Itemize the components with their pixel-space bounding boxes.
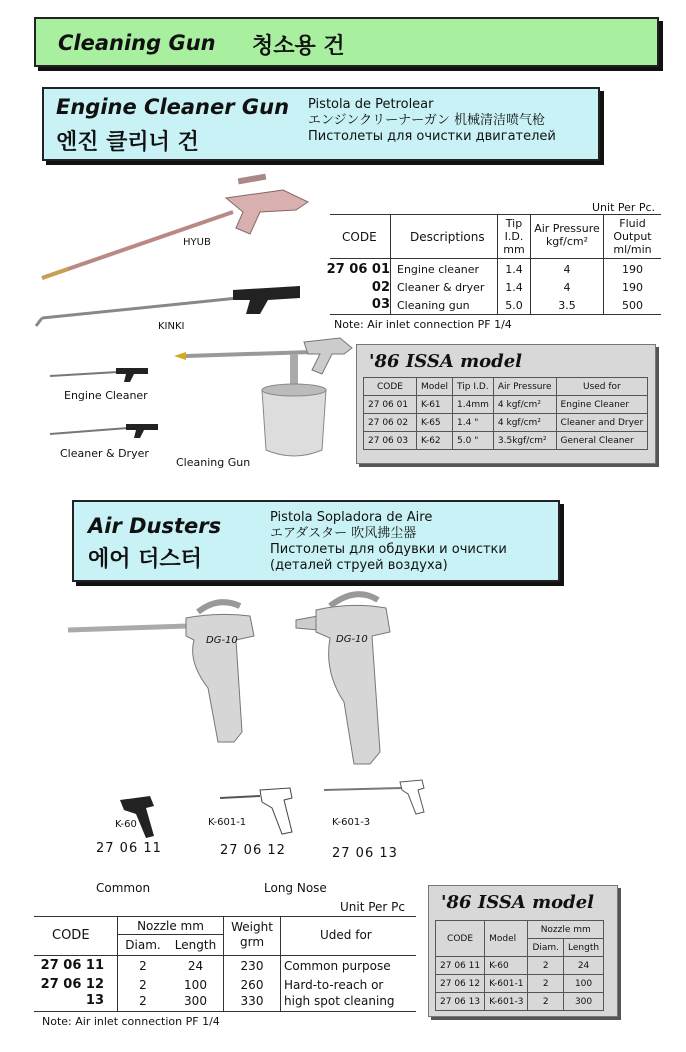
table-row <box>364 396 648 414</box>
table-row <box>436 993 604 1011</box>
table-header: CODE <box>364 378 417 396</box>
air-banner-en: Air Dusters <box>88 514 222 538</box>
engine-unit-label: Unit Per Pc. <box>592 201 656 214</box>
k60-gun-image <box>120 796 154 838</box>
engine-cleaner-label: Engine Cleaner <box>64 389 148 402</box>
th-line: Air Pressure <box>534 222 600 235</box>
duster-code-label: 27 06 13 <box>332 846 398 861</box>
engine-table-vline <box>390 214 391 314</box>
duster-row-code: 27 06 12 <box>40 977 104 992</box>
engine-row-tip: 1.4 <box>505 263 523 276</box>
lang-line: エアダスター 吹风拂尘器 <box>270 526 417 541</box>
engine-th-desc: Descriptions <box>410 230 485 244</box>
th-line: grm <box>239 935 265 949</box>
table-row <box>436 975 604 993</box>
duster-model-label: K-601-3 <box>332 817 371 828</box>
duster-note: Note: Air inlet connection PF 1/4 <box>42 1015 220 1028</box>
lang-line: Пистолеты для обдувки и очистки <box>270 542 507 557</box>
engine-banner-en: Engine Cleaner Gun <box>56 95 290 119</box>
table-row <box>364 414 648 432</box>
table-cell: 3.5kgf/cm² <box>493 432 556 450</box>
engine-banner-multilang <box>308 97 556 145</box>
duster-gun-short-image <box>68 602 254 742</box>
engine-row-air: 4 <box>563 281 571 294</box>
table-header: Nozzle mm <box>528 921 604 939</box>
duster-row-length: 24 <box>187 959 204 973</box>
lang-line: エンジンクリーナーガン 机械清洁喷气枪 <box>308 113 545 128</box>
table-header: Model <box>417 378 453 396</box>
duster-row-length: 300 <box>184 994 207 1008</box>
table-cell: K-601-3 <box>485 993 528 1011</box>
table-cell: 2 <box>528 975 564 993</box>
title-ko: 청소용 건 <box>252 34 345 59</box>
table-cell: K-60 <box>485 957 528 975</box>
duster-th-nozzle: Nozzle mm <box>137 919 204 933</box>
table-cell: 1.4mm <box>453 396 494 414</box>
duster-row-weight: 260 <box>240 978 264 992</box>
table-header: Air Pressure <box>493 378 556 396</box>
engine-row-fluid: 190 <box>622 281 643 294</box>
k601-3-gun-image <box>324 780 424 814</box>
table-cell: 27 06 13 <box>436 993 485 1011</box>
engine-table-headline <box>330 258 661 259</box>
hyub-gun-image <box>42 174 308 278</box>
table-cell: 100 <box>564 975 604 993</box>
table-cell: General Cleaner <box>556 432 648 450</box>
duster-code-label: 27 06 11 <box>96 841 162 856</box>
issa-title: '86 ISSA model <box>369 351 523 372</box>
engine-row-code: 03 <box>371 297 390 312</box>
kinki-label: KINKI <box>158 321 185 332</box>
engine-cleaner-gun-image <box>50 368 148 382</box>
engine-th-tip <box>498 217 530 256</box>
th-line: ml/min <box>613 243 652 256</box>
engine-banner-ko: 엔진 클리너 건 <box>56 130 199 155</box>
long-nose-caption: Long Nose <box>264 881 327 895</box>
engine-table-topline <box>330 214 661 215</box>
engine-row-air: 3.5 <box>558 299 576 312</box>
issa-panel-engine <box>356 344 656 464</box>
th-line: Tip <box>505 217 523 230</box>
air-banner-ko: 에어 더스터 <box>88 547 202 572</box>
table-cell: 27 06 01 <box>364 396 417 414</box>
dg-mark: DG-10 <box>206 635 238 646</box>
cleaning-gun-image <box>172 334 358 464</box>
table-cell: 27 06 12 <box>436 975 485 993</box>
table-row <box>436 957 604 975</box>
th-line: mm <box>503 243 525 256</box>
table-cell: 2 <box>528 957 564 975</box>
duster-table-topline <box>34 916 416 917</box>
table-cell: 27 06 02 <box>364 414 417 432</box>
lang-line: Pistola de Petrolear <box>308 97 434 112</box>
table-header: CODE <box>436 921 485 957</box>
duster-gun-long-image <box>296 594 390 764</box>
table-cell: 5.0 " <box>453 432 494 450</box>
duster-model-label: K-60 <box>115 819 137 830</box>
duster-row-weight: 230 <box>240 959 264 973</box>
cleaner-dryer-gun-image <box>50 424 158 438</box>
engine-row-fluid: 500 <box>622 299 643 312</box>
duster-th-diam: Diam. <box>125 938 161 952</box>
th-line: I.D. <box>504 230 524 243</box>
engine-note: Note: Air inlet connection PF 1/4 <box>334 318 512 331</box>
cleaner-dryer-label: Cleaner & Dryer <box>60 447 149 460</box>
engine-th-fluid <box>604 217 661 256</box>
table-cell: 4 kgf/cm² <box>493 396 556 414</box>
duster-table-vline <box>280 916 281 1011</box>
engine-th-code: CODE <box>342 230 377 244</box>
table-cell: 2 <box>528 993 564 1011</box>
duster-row-code: 13 <box>85 993 104 1008</box>
table-cell: 1.4 " <box>453 414 494 432</box>
table-header: Length <box>564 939 604 957</box>
engine-banner <box>42 87 600 161</box>
table-header-row <box>436 921 604 939</box>
table-cell: K-61 <box>417 396 453 414</box>
th-line: kgf/cm² <box>545 235 589 248</box>
table-cell: K-601-1 <box>485 975 528 993</box>
title-en: Cleaning Gun <box>58 31 216 55</box>
engine-guns-illustration <box>38 168 338 338</box>
duster-row-diam: 2 <box>139 978 147 992</box>
table-header: Model <box>485 921 528 957</box>
air-banner-multilang <box>270 510 507 574</box>
duster-table-headline <box>34 955 416 956</box>
table-header: Used for <box>556 378 648 396</box>
issa-table-engine <box>363 377 648 450</box>
issa-title: '86 ISSA model <box>441 892 595 913</box>
engine-row-tip: 5.0 <box>505 299 523 312</box>
th-line: Fluid <box>619 217 646 230</box>
table-cell: Cleaner and Dryer <box>556 414 648 432</box>
duster-row-code: 27 06 11 <box>40 958 104 973</box>
duster-row-length: 100 <box>184 978 207 992</box>
issa-table-duster <box>435 920 604 1011</box>
lang-line: Пистолеты для очистки двигателей <box>308 129 556 144</box>
engine-row-fluid: 190 <box>622 263 643 276</box>
duster-th-length: Length <box>174 938 217 952</box>
duster-code-label: 27 06 12 <box>220 843 286 858</box>
table-cell: K-62 <box>417 432 453 450</box>
table-row <box>364 432 648 450</box>
duster-row-diam: 2 <box>139 994 147 1008</box>
table-header: Diam. <box>528 939 564 957</box>
th-line: Weight <box>231 920 273 934</box>
duster-table-bottomline <box>34 1011 416 1012</box>
table-cell: 4 kgf/cm² <box>493 414 556 432</box>
duster-th-used: Uded for <box>320 928 372 942</box>
small-guns-illustration <box>48 362 168 442</box>
th-line: Output <box>613 230 652 243</box>
kinki-gun-image <box>36 286 300 326</box>
engine-row-air: 4 <box>563 263 571 276</box>
lang-line: (деталей струей воздуха) <box>270 558 448 573</box>
issa-panel-duster <box>428 885 618 1017</box>
duster-table-midline <box>117 934 223 935</box>
table-cell: 27 06 03 <box>364 432 417 450</box>
table-cell: 300 <box>564 993 604 1011</box>
hyub-label: HYUB <box>183 237 211 248</box>
engine-th-air <box>531 222 603 248</box>
dg-mark: DG-10 <box>336 634 368 645</box>
engine-row-code: 02 <box>371 280 390 295</box>
engine-table-bottomline <box>330 314 661 315</box>
duster-th-code: CODE <box>52 928 90 943</box>
engine-row-desc: Engine cleaner <box>397 263 480 276</box>
table-header: Tip I.D. <box>453 378 494 396</box>
engine-row-desc: Cleaning gun <box>397 299 470 312</box>
engine-row-tip: 1.4 <box>505 281 523 294</box>
duster-th-weight <box>224 920 280 950</box>
lang-line: Pistola Sopladora de Aire <box>270 510 433 525</box>
table-cell: Engine Cleaner <box>556 396 648 414</box>
small-dusters-illustration <box>110 776 430 846</box>
common-caption: Common <box>96 881 151 895</box>
table-cell: 24 <box>564 957 604 975</box>
duster-row-used: Hard-to-reach or <box>284 978 384 992</box>
duster-unit-label: Unit Per Pc <box>340 900 406 914</box>
engine-row-desc: Cleaner & dryer <box>397 281 485 294</box>
engine-row-code: 27 06 01 <box>326 262 390 277</box>
duster-row-used: high spot cleaning <box>284 994 395 1008</box>
duster-model-label: K-601-1 <box>208 817 247 828</box>
title-bar <box>34 17 659 67</box>
air-dusters-illustration <box>68 592 458 772</box>
duster-row-weight: 330 <box>240 994 264 1008</box>
table-header-row <box>364 378 648 396</box>
table-cell: 27 06 11 <box>436 957 485 975</box>
duster-row-used: Common purpose <box>284 959 391 973</box>
cleaning-gun-label: Cleaning Gun <box>176 456 251 469</box>
duster-row-diam: 2 <box>139 959 147 973</box>
table-cell: K-65 <box>417 414 453 432</box>
air-duster-banner <box>72 500 560 582</box>
